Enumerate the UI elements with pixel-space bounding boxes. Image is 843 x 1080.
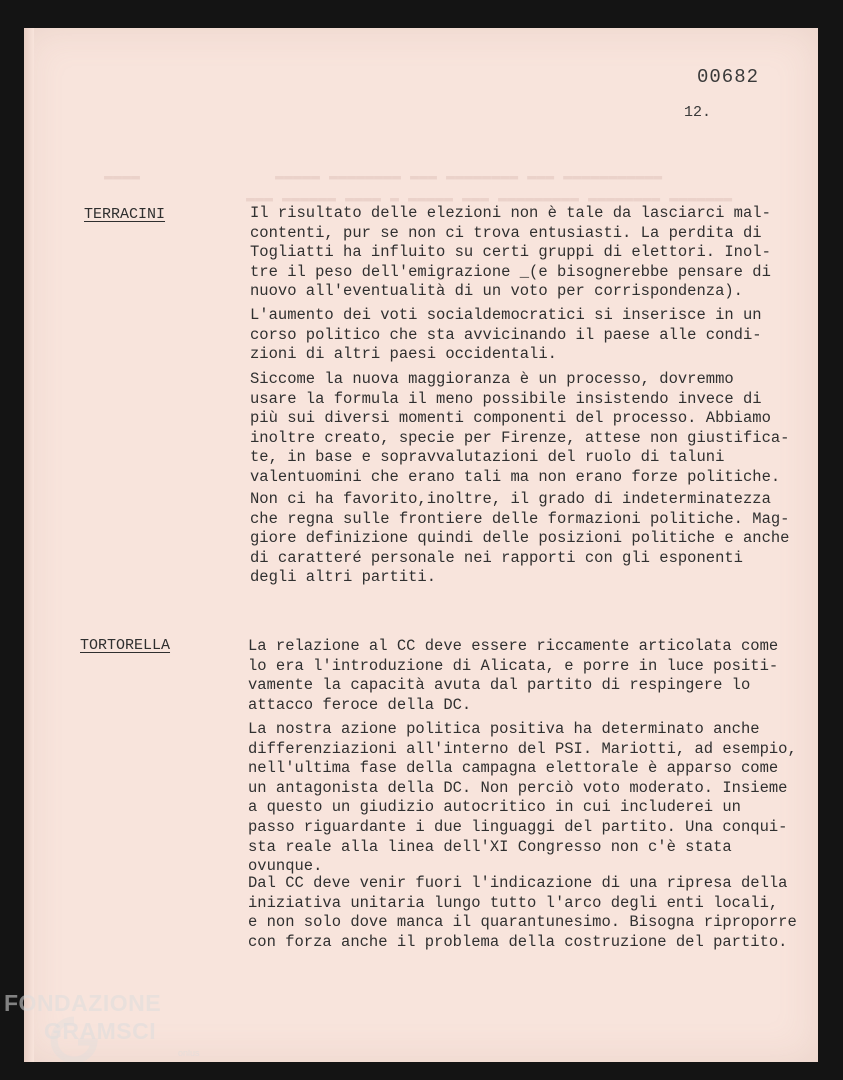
logo-line-3: onlus [178,1048,200,1058]
text-line: più sui diversi momenti componenti del processo. Abbiamo [250,409,771,428]
text-line: te, in base e sopravvalutazioni del ruolo di taluni [250,448,725,467]
text-line: sta reale alla linea dell'XI Congresso non c'è stata [248,837,732,856]
paragraph [250,370,790,488]
text-line: valentuomini che erano tali ma non erano forze politiche. [250,467,781,486]
document-number: 00682 [697,66,760,88]
text-line: La relazione al CC deve essere riccamente articolata come [248,637,779,655]
speaker-name: TERRACINI [84,206,166,223]
text-line: inoltre creato, specie per Firenze, attese non giustifica- [250,428,790,447]
text-line: lo era l'introduzione di Alicata, e porre in luce positi- [248,656,779,675]
text-line: attacco feroce della DC. [248,695,472,714]
text-line: degli altri partiti. [250,568,437,587]
text-line: corso politico che sta avvicinando il paese alle condi- [250,325,762,344]
paragraph [248,720,797,877]
paragraph [248,874,797,952]
text-line: zioni di altri paesi occidentali. [250,345,557,364]
text-line: ovunque. [248,857,323,876]
text-line: Dal CC deve venir fuori l'indicazione di una ripresa della [248,874,788,892]
page-number: 12. [684,104,712,121]
text-line: e non solo dove manca il quarantunesimo. Bisogna riproporre [248,913,797,932]
text-line: L'aumento dei voti socialdemocratici si inserisce in un [250,306,762,324]
text-line: Non ci ha favorito,inoltre, il grado di indeterminatezza [250,490,771,508]
paragraph [250,306,762,365]
text-line: un antagonista della DC. Non perciò voto moderato. Insieme [248,778,788,797]
text-line: con forza anche il problema della costruzione del partito. [248,932,788,951]
paragraph [250,490,790,588]
text-line: La nostra azione politica positiva ha determinato anche [248,720,760,738]
text-line: di caratteré personale nei rapporti con gli esponenti [250,548,743,567]
text-line: vamente la capacità avuta dal partito di respingere lo [248,676,751,695]
logo-line-1: FONDAZIONE [4,990,162,1016]
text-line: nell'ultima fase della campagna elettorale è apparso come [248,759,779,778]
paragraph [250,204,771,302]
speaker-name: TORTORELLA [80,637,171,654]
text-line: Siccome la nuova maggioranza è un processo, dovremmo [250,370,734,388]
paragraph [248,637,778,715]
text-line: tre il peso dell'emigrazione _(e bisognerebbe pensare di [250,262,771,281]
text-line: giore definizione quindi delle posizioni politiche e anche [250,529,790,548]
text-line: Togliatti ha influito su certi gruppi di elettori. Inol- [250,243,771,262]
text-line: differenziazioni all'interno del PSI. Mariotti, ad esempio, [248,739,797,758]
text-line: usare la formula il meno possibile insistendo invece di [250,389,762,408]
page-edge-shadow [24,28,34,1062]
logo-line-2: GRAMSCI [44,1018,157,1044]
text-line: che regna sulle frontiere delle formazioni politiche. Mag- [250,509,790,528]
fondazione-gramsci-logo [4,990,214,1070]
text-line: a questo un giudizio autocritico in cui includerei un [248,798,741,817]
text-line: contenti, pur se non ci trova entusiasti. La perdita di [250,223,762,242]
text-line: passo riguardante i due linguaggi del partito. Una conqui- [248,817,788,836]
text-line: nuovo all'eventualità di un voto per corrispondenza). [250,282,743,301]
text-line: iniziativa unitaria lungo tutto l'arco degli enti locali, [248,893,779,912]
text-line: Il risultato delle elezioni non è tale da lasciarci mal- [250,204,771,222]
